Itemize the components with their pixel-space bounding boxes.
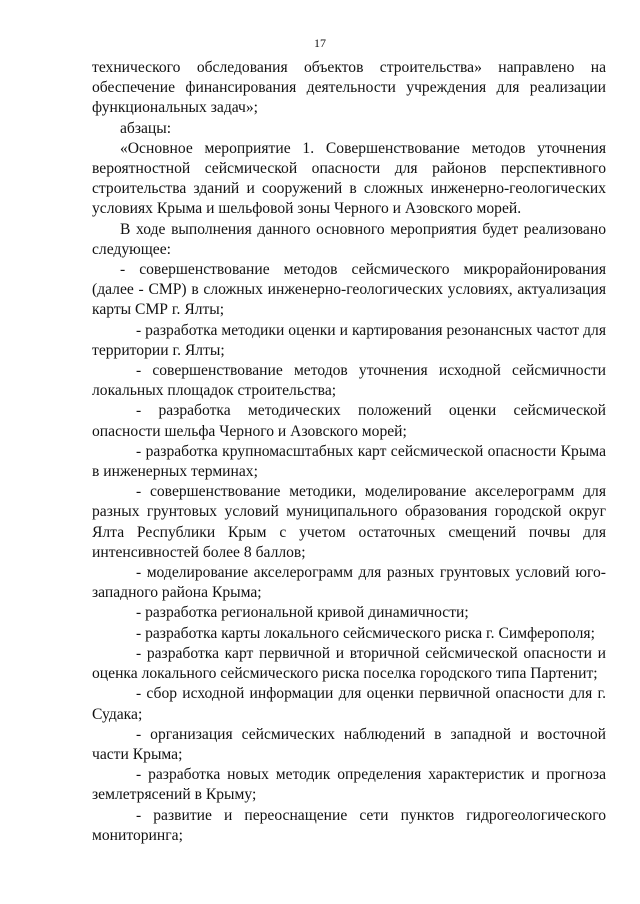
paragraph-continuation: технического обследования объектов строительства» направлено на обеспечение финансирования деятельности учреждения для реализации функциональных задач»; — [92, 59, 606, 117]
list-item: - сбор исходной информации для оценки первичной опасности для г. Судака; — [92, 685, 606, 723]
paragraph-intro: В ходе выполнения данного основного мероприятия будет реализовано следующее: — [92, 220, 606, 258]
list-item: - совершенствование методики, моделирование акселерограмм для разных грунтовых условий муниципального образования городской округ Ялта Республики Крым с учетом остаточных смещений почвы для интенсивностей более 8 баллов; — [92, 483, 606, 561]
list-item: - совершенствование методов сейсмического микрорайонирования (далее - СМР) в сложных инженерно-геологических условиях, актуализация карты СМР г. Ялты; — [92, 261, 606, 319]
page-number: 17 — [314, 36, 326, 50]
list-item: - разработка региональной кривой динамичности; — [136, 604, 469, 622]
list-item: - организация сейсмических наблюдений в западной и восточной части Крыма; — [92, 725, 606, 763]
list-item: - разработка карты локального сейсмического риска г. Симферополя; — [136, 624, 595, 642]
list-item: - разработка методических положений оценки сейсмической опасности шельфа Черного и Азовского морей; — [92, 402, 606, 440]
list-item: - разработка новых методик определения характеристик и прогноза землетрясений в Крыму; — [92, 766, 606, 804]
document-body — [92, 58, 606, 846]
list-item: - разработка карт первичной и вторичной сейсмической опасности и оценка локального сейсмического риска поселка городского типа Партенит; — [92, 644, 606, 683]
list-item: - совершенствование методов уточнения исходной сейсмичности локальных площадок строительства; — [92, 362, 606, 400]
paragraph-abzacy: абзацы: — [120, 119, 172, 137]
paragraph-main-activity: «Основное мероприятие 1. Совершенствование методов уточнения вероятностной сейсмической опасности для районов перспективного строительства зданий и сооружений в сложных инженерно-геологических условиях Крыма и шельфовой зоны Черного и Азовского морей. — [92, 139, 606, 218]
list-item: - моделирование акселерограмм для разных грунтовых условий юго-западного района Крыма; — [92, 564, 606, 602]
list-item: - разработка крупномасштабных карт сейсмической опасности Крыма в инженерных терминах; — [92, 442, 606, 481]
list-item: - развитие и переоснащение сети пунктов гидрогеологического мониторинга; — [92, 806, 606, 844]
list-item: - разработка методики оценки и картирования резонансных частот для территории г. Ялты; — [92, 321, 606, 359]
